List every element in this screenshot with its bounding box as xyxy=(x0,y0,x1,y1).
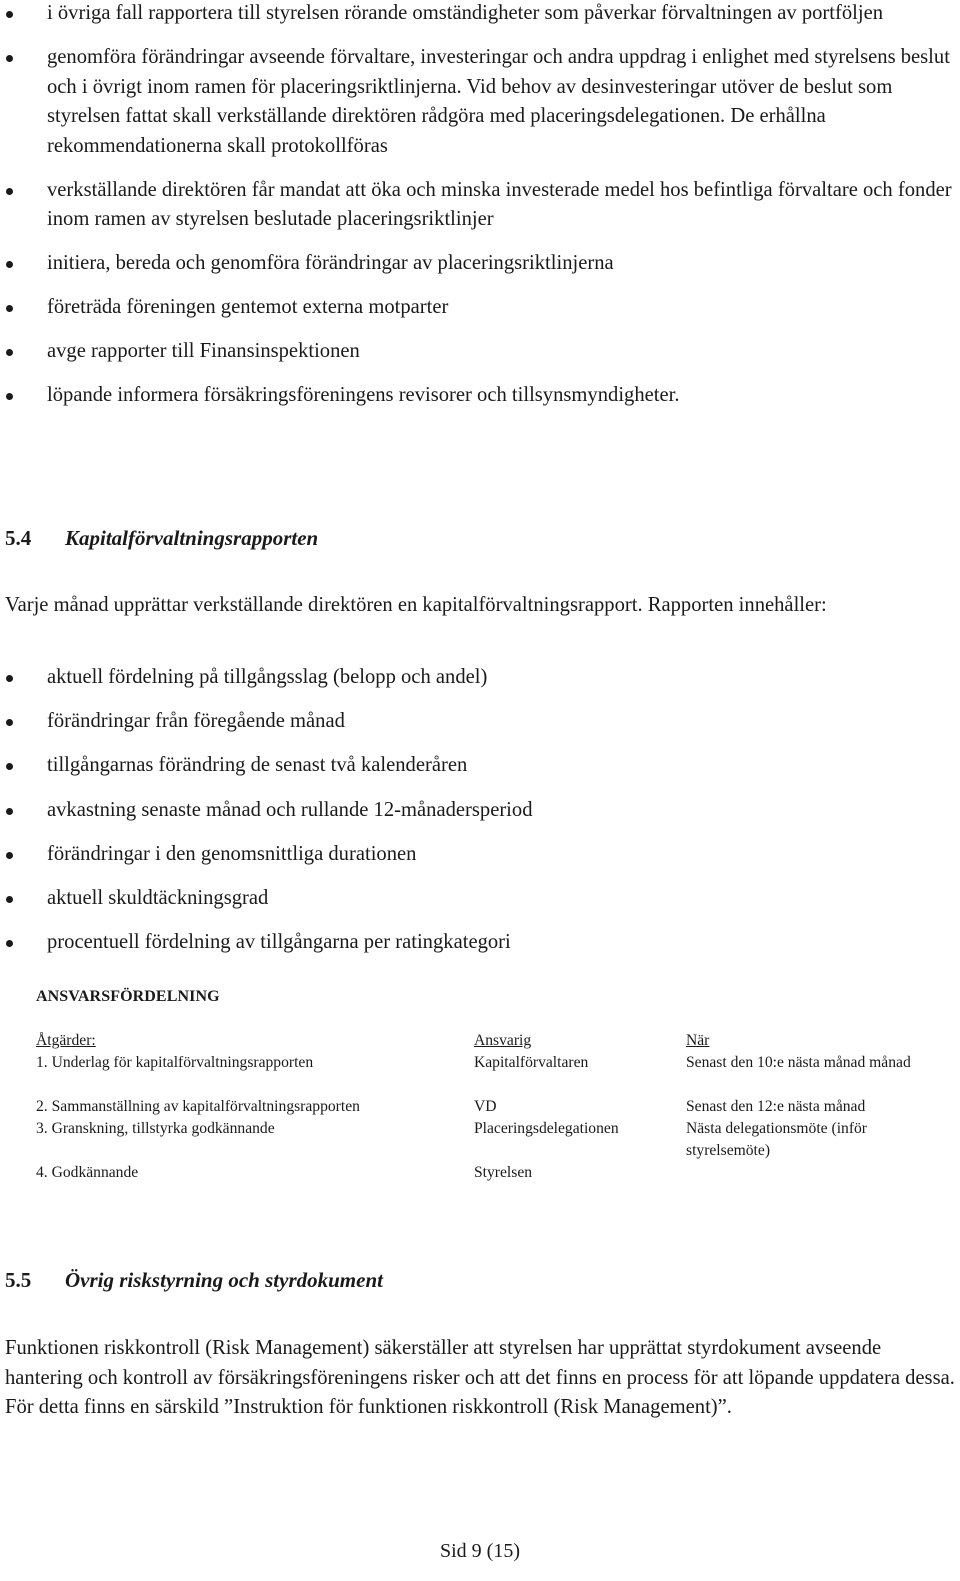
bullet-icon xyxy=(6,11,13,18)
bullet-list-report-contents xyxy=(0,663,955,958)
bullet-icon xyxy=(6,719,13,726)
table-cell-responsible: Styrelsen xyxy=(474,1164,533,1181)
column-header-responsible: Ansvarig xyxy=(474,1032,532,1049)
table-cell-action: 3. Granskning, tillstyrka godkännande xyxy=(36,1120,275,1137)
table-cell-when: Senast den 12:e nästa månad xyxy=(686,1098,866,1115)
list-item: företräda föreningen gentemot externa motparter xyxy=(0,293,955,323)
list-item: löpande informera försäkringsföreningens revisorer och tillsynsmyndigheter. xyxy=(0,381,955,411)
section-heading-5-4 xyxy=(5,526,318,551)
bullet-icon xyxy=(6,55,13,62)
table-cell-when: Nästa delegationsmöte (inför styrelsemöte) xyxy=(686,1120,868,1159)
bullet-icon xyxy=(6,393,13,400)
bullet-icon xyxy=(6,305,13,312)
list-item: verkställande direktören får mandat att öka och minska investerade medel hos befintliga förvaltare och fonder inom ramen av styrelsen beslutade placeringsriktlinjer xyxy=(0,176,955,235)
table-cell-action: 4. Godkännande xyxy=(36,1164,139,1181)
list-item: i övriga fall rapportera till styrelsen rörande omständigheter som påverkar förvaltningen av portföljen xyxy=(0,0,955,29)
section-title: Kapitalförvaltningsrapporten xyxy=(65,526,319,550)
table-cell-responsible: Placeringsdelegationen xyxy=(474,1120,619,1137)
list-item: avkastning senaste månad och rullande 12-månadersperiod xyxy=(0,796,955,826)
column-header-when: När xyxy=(686,1032,710,1049)
list-item: procentuell fördelning av tillgångarna per ratingkategori xyxy=(0,928,955,958)
section-heading-5-5 xyxy=(5,1268,383,1293)
table-cell-action: 1. Underlag för kapitalförvaltningsrapporten xyxy=(36,1054,314,1071)
table-cell-responsible: VD xyxy=(474,1098,497,1115)
table-cell-action: 2. Sammanställning av kapitalförvaltningsrapporten xyxy=(36,1098,360,1115)
list-item: aktuell fördelning på tillgångsslag (belopp och andel) xyxy=(0,663,955,693)
responsibility-title: ANSVARSFÖRDELNING xyxy=(36,988,220,1005)
bullet-icon xyxy=(6,675,13,682)
bullet-icon xyxy=(6,188,13,195)
bullet-icon xyxy=(6,940,13,947)
section-number: 5.4 xyxy=(5,526,32,550)
section-title: Övrig riskstyrning och styrdokument xyxy=(65,1268,383,1292)
list-item: initiera, bereda och genomföra förändringar av placeringsriktlinjerna xyxy=(0,249,955,279)
column-header-actions: Åtgärder: xyxy=(36,1032,96,1049)
bullet-icon xyxy=(6,808,13,815)
list-item: aktuell skuldtäckningsgrad xyxy=(0,884,955,914)
bullet-icon xyxy=(6,852,13,859)
section-body-paragraph: Funktionen riskkontroll (Risk Management) säkerställer att styrelsen har upprättat styrdokument avseende hantering och kontroll av försäkringsföreningens risker och att det finns en process för att löpande uppdatera dessa. För detta finns en särskild ”Instruktion för funktionen riskkontroll (Risk Management)”. xyxy=(5,1337,955,1419)
table-cell-responsible: Kapitalförvaltaren xyxy=(474,1054,589,1071)
list-item: tillgångarnas förändring de senast två kalenderåren xyxy=(0,751,955,781)
page-number: Sid 9 (15) xyxy=(440,1540,520,1562)
list-item: genomföra förändringar avseende förvaltare, investeringar och andra uppdrag i enlighet med styrelsens beslut och i övrigt inom ramen för placeringsriktlinjerna. Vid behov av desinvesteringar utöver de beslut som styrelsen fattat skall verkställande direktören rådgöra med placeringsdelegationen. De erhållna rekommendationerna skall protokollföras xyxy=(0,43,955,161)
section-number: 5.5 xyxy=(5,1268,32,1292)
bullet-icon xyxy=(6,763,13,770)
list-item: förändringar från föregående månad xyxy=(0,707,955,737)
bullet-list-duties xyxy=(0,0,955,411)
bullet-icon xyxy=(6,261,13,268)
bullet-icon xyxy=(6,896,13,903)
list-item: förändringar i den genomsnittliga durationen xyxy=(0,840,955,870)
table-cell-when: Senast den 10:e nästa månad månad xyxy=(686,1054,911,1071)
bullet-icon xyxy=(6,349,13,356)
list-item: avge rapporter till Finansinspektionen xyxy=(0,337,955,367)
section-intro-paragraph: Varje månad upprättar verkställande direktören en kapitalförvaltningsrapport. Rapporten innehåller: xyxy=(5,594,827,616)
